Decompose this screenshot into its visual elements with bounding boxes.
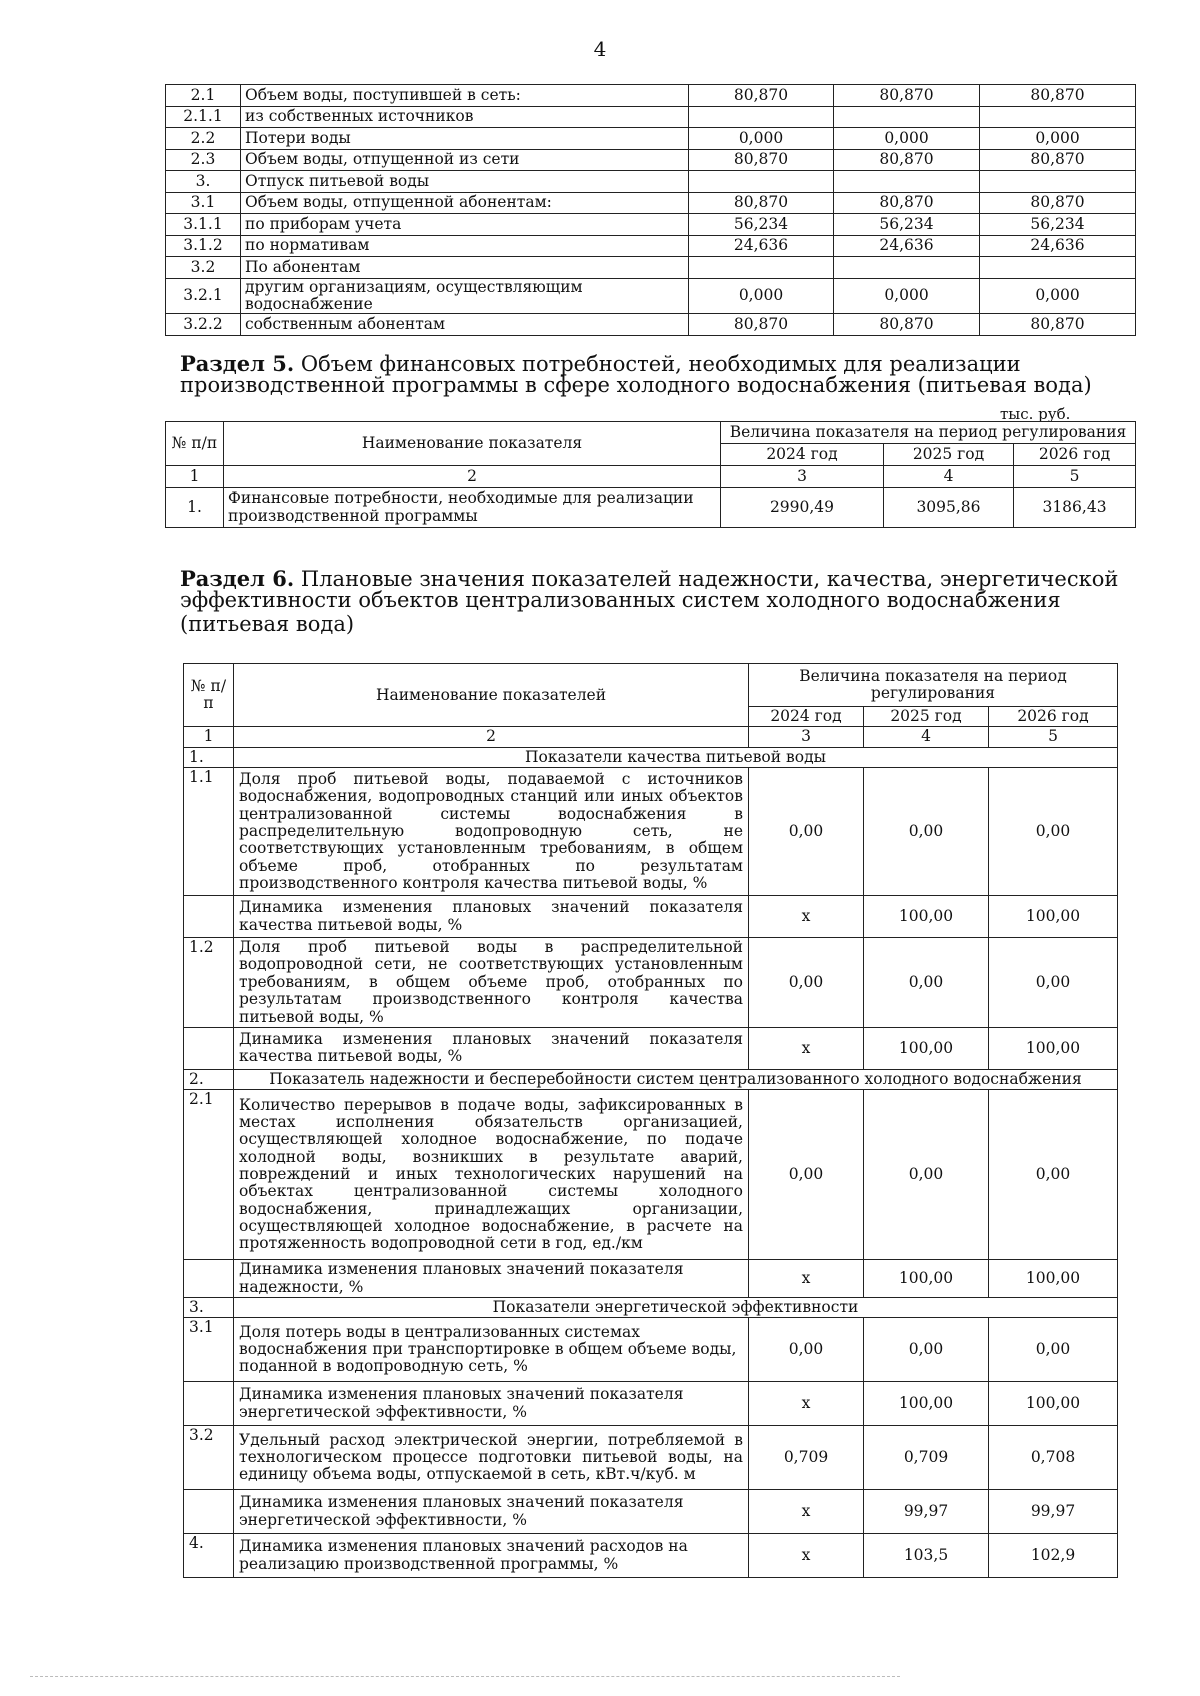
table1-row bbox=[166, 106, 1136, 128]
t6-r11d-v1: х bbox=[749, 896, 864, 938]
t5-colnum-4: 4 bbox=[884, 466, 1014, 488]
table1-cell-name: по приборам учета bbox=[241, 214, 689, 236]
table1-cell-v2 bbox=[834, 257, 980, 279]
table1-cell-v3: 80,870 bbox=[980, 149, 1136, 171]
t6-colnum-5: 5 bbox=[989, 727, 1118, 747]
table1-row bbox=[166, 278, 1136, 314]
table1-cell-no: 3.2 bbox=[166, 257, 241, 279]
t6-r21d-no bbox=[184, 1260, 234, 1298]
t6-r12d-v1: х bbox=[749, 1027, 864, 1069]
table1-cell-no: 2.3 bbox=[166, 149, 241, 171]
table1-cell-v1: 80,870 bbox=[689, 314, 834, 336]
table1-cell-v1: 80,870 bbox=[689, 85, 834, 107]
page-number: 4 bbox=[593, 37, 607, 61]
t6-group2-no: 2. bbox=[184, 1069, 234, 1089]
table1-row bbox=[166, 149, 1136, 171]
t6-colnum-4: 4 bbox=[864, 727, 989, 747]
t6-r32-name: Удельный расход электрической энергии, потребляемой в технологическом процессе подготовки питьевой воды, на единицу объема воды, отпускаемой в сеть, кВт.ч/куб. м bbox=[234, 1426, 749, 1490]
t6-r11d-no bbox=[184, 896, 234, 938]
table1-row bbox=[166, 214, 1136, 236]
section6-title-line1: Плановые значения показателей надежности, качества, энергетической bbox=[300, 567, 1119, 591]
table1-cell-no: 3. bbox=[166, 171, 241, 193]
t6-r11d-v3: 100,00 bbox=[989, 896, 1118, 938]
footer-scan-line bbox=[30, 1676, 900, 1677]
t6-colnum-2: 2 bbox=[234, 727, 749, 747]
t6-r31d-v3: 100,00 bbox=[989, 1382, 1118, 1426]
section6-label: Раздел 6. bbox=[180, 566, 295, 591]
t6-group3-title: Показатели энергетической эффективности bbox=[234, 1297, 1118, 1317]
t6-r11d-v2: 100,00 bbox=[864, 896, 989, 938]
table1-cell-no: 3.1.1 bbox=[166, 214, 241, 236]
t6-header-value: Величина показателя на период регулирования bbox=[749, 664, 1118, 707]
section6-title-line2: эффективности объектов централизованных систем холодного водоснабжения (питьевая вода) bbox=[180, 588, 1061, 636]
table1-cell-v1: 0,000 bbox=[689, 128, 834, 150]
t6-year-2025: 2025 год bbox=[864, 707, 989, 727]
table1-cell-v1: 0,000 bbox=[689, 278, 834, 314]
table1-cell-no: 2.1.1 bbox=[166, 106, 241, 128]
t6-r4-v2: 103,5 bbox=[864, 1534, 989, 1578]
t6-r11-v3: 0,00 bbox=[989, 768, 1118, 896]
t6-r21-name: Количество перерывов в подаче воды, зафиксированных в местах исполнения обязательств организацией, осуществляющей холодное водоснабжение, по подаче холодной воды, возникших в результате аварий, повреждений и иных технологических нарушений на объектах централизованной системы холодного водоснабжения, принадлежащих организации, осуществляющей холодное водоснабжение, в расчете на протяженность водопроводной сети в год, ед./км bbox=[234, 1090, 749, 1260]
table1-row bbox=[166, 192, 1136, 214]
table1-row bbox=[166, 314, 1136, 336]
t6-r21-no: 2.1 bbox=[184, 1090, 234, 1260]
table1-cell-v3: 24,636 bbox=[980, 235, 1136, 257]
t6-r31d-no bbox=[184, 1382, 234, 1426]
t5-header-value: Величина показателя на период регулирования bbox=[721, 422, 1136, 444]
t6-r31-v2: 0,00 bbox=[864, 1318, 989, 1382]
table1-cell-v3: 0,000 bbox=[980, 278, 1136, 314]
t6-group1-title: Показатели качества питьевой воды bbox=[234, 747, 1118, 767]
t6-r12d-no bbox=[184, 1027, 234, 1069]
t6-r21-v1: 0,00 bbox=[749, 1090, 864, 1260]
table1-cell-no: 3.1 bbox=[166, 192, 241, 214]
water-balance-table bbox=[165, 84, 1136, 336]
t6-r11-name: Доля проб питьевой воды, подаваемой с источников водоснабжения, водопроводных станций или иных объектов централизованной системы водоснабжения в распределительную водопроводную сеть, не соответствующих установленным требованиям, в общем объеме проб, отобранных по результатам производственного контроля качества питьевой воды, % bbox=[234, 768, 749, 896]
table1-cell-v2: 0,000 bbox=[834, 278, 980, 314]
t6-r4-v1: х bbox=[749, 1534, 864, 1578]
water-balance-table-body bbox=[166, 85, 1136, 336]
t6-r31d-v1: х bbox=[749, 1382, 864, 1426]
table1-cell-v1: 56,234 bbox=[689, 214, 834, 236]
table1-cell-v3: 0,000 bbox=[980, 128, 1136, 150]
table1-cell-v3: 80,870 bbox=[980, 85, 1136, 107]
t6-r31-v1: 0,00 bbox=[749, 1318, 864, 1382]
table1-cell-name: По абонентам bbox=[241, 257, 689, 279]
t6-year-2024: 2024 год bbox=[749, 707, 864, 727]
table1-cell-no: 3.1.2 bbox=[166, 235, 241, 257]
table1-cell-v3 bbox=[980, 171, 1136, 193]
t6-r32-v2: 0,709 bbox=[864, 1426, 989, 1490]
t5-row-v3: 3186,43 bbox=[1014, 488, 1136, 528]
table1-cell-name: другим организациям, осуществляющим водоснабжение bbox=[241, 278, 689, 314]
table1-row bbox=[166, 85, 1136, 107]
t6-r21-v2: 0,00 bbox=[864, 1090, 989, 1260]
table1-cell-name: из собственных источников bbox=[241, 106, 689, 128]
t6-r32d-v2: 99,97 bbox=[864, 1490, 989, 1534]
table1-cell-v2: 80,870 bbox=[834, 85, 980, 107]
t6-year-2026: 2026 год bbox=[989, 707, 1118, 727]
t6-r12d-name: Динамика изменения плановых значений показателя качества питьевой воды, % bbox=[234, 1027, 749, 1069]
table1-cell-v1: 80,870 bbox=[689, 192, 834, 214]
table1-cell-v3 bbox=[980, 257, 1136, 279]
t6-colnum-1: 1 bbox=[184, 727, 234, 747]
table1-cell-no: 3.2.2 bbox=[166, 314, 241, 336]
table1-cell-v2: 80,870 bbox=[834, 192, 980, 214]
table1-cell-v2 bbox=[834, 171, 980, 193]
t6-r12-v2: 0,00 bbox=[864, 938, 989, 1028]
t6-r12-name: Доля проб питьевой воды в распределительной водопроводной сети, не соответствующих установленным требованиям, в общем объеме проб, отобранных по результатам производственного контроля качества питьевой воды, % bbox=[234, 938, 749, 1028]
indicators-table bbox=[183, 663, 1118, 1578]
table1-cell-v2: 80,870 bbox=[834, 149, 980, 171]
table1-cell-v3: 80,870 bbox=[980, 314, 1136, 336]
table1-cell-v1: 24,636 bbox=[689, 235, 834, 257]
table1-row bbox=[166, 171, 1136, 193]
table1-row bbox=[166, 235, 1136, 257]
t6-header-name: Наименование показателей bbox=[234, 664, 749, 727]
t6-r12-v3: 0,00 bbox=[989, 938, 1118, 1028]
t6-r21d-name: Динамика изменения плановых значений показателя надежности, % bbox=[234, 1260, 749, 1298]
table1-cell-v3: 80,870 bbox=[980, 192, 1136, 214]
t6-r11-no: 1.1 bbox=[184, 768, 234, 896]
t5-year-2026: 2026 год bbox=[1014, 444, 1136, 466]
t6-r12d-v2: 100,00 bbox=[864, 1027, 989, 1069]
t6-r21-v3: 0,00 bbox=[989, 1090, 1118, 1260]
t6-group3-no: 3. bbox=[184, 1297, 234, 1317]
t5-row-v2: 3095,86 bbox=[884, 488, 1014, 528]
section5-unit: тыс. руб. bbox=[1000, 405, 1071, 423]
t6-group2-title: Показатель надежности и бесперебойности систем централизованного холодного водоснабжения bbox=[234, 1069, 1118, 1089]
table1-cell-no: 2.2 bbox=[166, 128, 241, 150]
t6-r31d-v2: 100,00 bbox=[864, 1382, 989, 1426]
t6-r32d-v1: х bbox=[749, 1490, 864, 1534]
t6-r12-v1: 0,00 bbox=[749, 938, 864, 1028]
t6-r12-no: 1.2 bbox=[184, 938, 234, 1028]
t5-header-no: № п/п bbox=[166, 422, 224, 466]
t6-group1-no: 1. bbox=[184, 747, 234, 767]
t6-r21d-v2: 100,00 bbox=[864, 1260, 989, 1298]
table1-row bbox=[166, 128, 1136, 150]
t6-r4-v3: 102,9 bbox=[989, 1534, 1118, 1578]
t6-r32d-name: Динамика изменения плановых значений показателя энергетической эффективности, % bbox=[234, 1490, 749, 1534]
table1-cell-name: Объем воды, отпущенной из сети bbox=[241, 149, 689, 171]
section5-title-line2: производственной программы в сфере холодного водоснабжения (питьевая вода) bbox=[180, 373, 1092, 397]
table1-cell-no: 3.2.1 bbox=[166, 278, 241, 314]
financial-needs-table bbox=[165, 421, 1136, 528]
t6-r32-v1: 0,709 bbox=[749, 1426, 864, 1490]
t6-r12d-v3: 100,00 bbox=[989, 1027, 1118, 1069]
section5-title-line1: Объем финансовых потребностей, необходимых для реализации bbox=[300, 352, 1021, 376]
t6-r4-name: Динамика изменения плановых значений расходов на реализацию производственной программы, % bbox=[234, 1534, 749, 1578]
table1-cell-name: Отпуск питьевой воды bbox=[241, 171, 689, 193]
t6-r11d-name: Динамика изменения плановых значений показателя качества питьевой воды, % bbox=[234, 896, 749, 938]
t5-colnum-3: 3 bbox=[721, 466, 884, 488]
table1-cell-v2: 24,636 bbox=[834, 235, 980, 257]
table1-cell-v2: 56,234 bbox=[834, 214, 980, 236]
t6-r31-v3: 0,00 bbox=[989, 1318, 1118, 1382]
table1-cell-name: Объем воды, поступившей в сеть: bbox=[241, 85, 689, 107]
t5-colnum-5: 5 bbox=[1014, 466, 1136, 488]
t6-colnum-3: 3 bbox=[749, 727, 864, 747]
t5-year-2024: 2024 год bbox=[721, 444, 884, 466]
table1-cell-v2: 0,000 bbox=[834, 128, 980, 150]
table1-cell-v3: 56,234 bbox=[980, 214, 1136, 236]
table1-row bbox=[166, 257, 1136, 279]
table1-cell-name: по нормативам bbox=[241, 235, 689, 257]
t6-r21d-v1: х bbox=[749, 1260, 864, 1298]
table1-cell-v1 bbox=[689, 171, 834, 193]
t6-r31-no: 3.1 bbox=[184, 1318, 234, 1382]
table1-cell-v1: 80,870 bbox=[689, 149, 834, 171]
table1-cell-name: собственным абонентам bbox=[241, 314, 689, 336]
t6-r11-v2: 0,00 bbox=[864, 768, 989, 896]
t6-r32-no: 3.2 bbox=[184, 1426, 234, 1490]
t6-header-no: № п/п bbox=[184, 664, 234, 727]
table1-cell-name: Потери воды bbox=[241, 128, 689, 150]
t5-colnum-2: 2 bbox=[224, 466, 721, 488]
t5-row-name: Финансовые потребности, необходимые для реализации производственной программы bbox=[224, 488, 721, 528]
section5-label: Раздел 5. bbox=[180, 351, 295, 376]
t6-r21d-v3: 100,00 bbox=[989, 1260, 1118, 1298]
t6-r32-v3: 0,708 bbox=[989, 1426, 1118, 1490]
table1-cell-v3 bbox=[980, 106, 1136, 128]
t6-r32d-v3: 99,97 bbox=[989, 1490, 1118, 1534]
t6-r11-v1: 0,00 bbox=[749, 768, 864, 896]
t5-row-v1: 2990,49 bbox=[721, 488, 884, 528]
t6-r31d-name: Динамика изменения плановых значений показателя энергетической эффективности, % bbox=[234, 1382, 749, 1426]
t5-row-no: 1. bbox=[166, 488, 224, 528]
table1-cell-v1 bbox=[689, 106, 834, 128]
table1-cell-v2: 80,870 bbox=[834, 314, 980, 336]
t6-r31-name: Доля потерь воды в централизованных системах водоснабжения при транспортировке в общем объеме воды, поданной в водопроводную сеть, % bbox=[234, 1318, 749, 1382]
table1-cell-name: Объем воды, отпущенной абонентам: bbox=[241, 192, 689, 214]
t5-year-2025: 2025 год bbox=[884, 444, 1014, 466]
table1-cell-v1 bbox=[689, 257, 834, 279]
table1-cell-v2 bbox=[834, 106, 980, 128]
t5-header-name: Наименование показателя bbox=[224, 422, 721, 466]
t6-r32d-no bbox=[184, 1490, 234, 1534]
table1-cell-no: 2.1 bbox=[166, 85, 241, 107]
t6-r4-no: 4. bbox=[184, 1534, 234, 1578]
t5-colnum-1: 1 bbox=[166, 466, 224, 488]
